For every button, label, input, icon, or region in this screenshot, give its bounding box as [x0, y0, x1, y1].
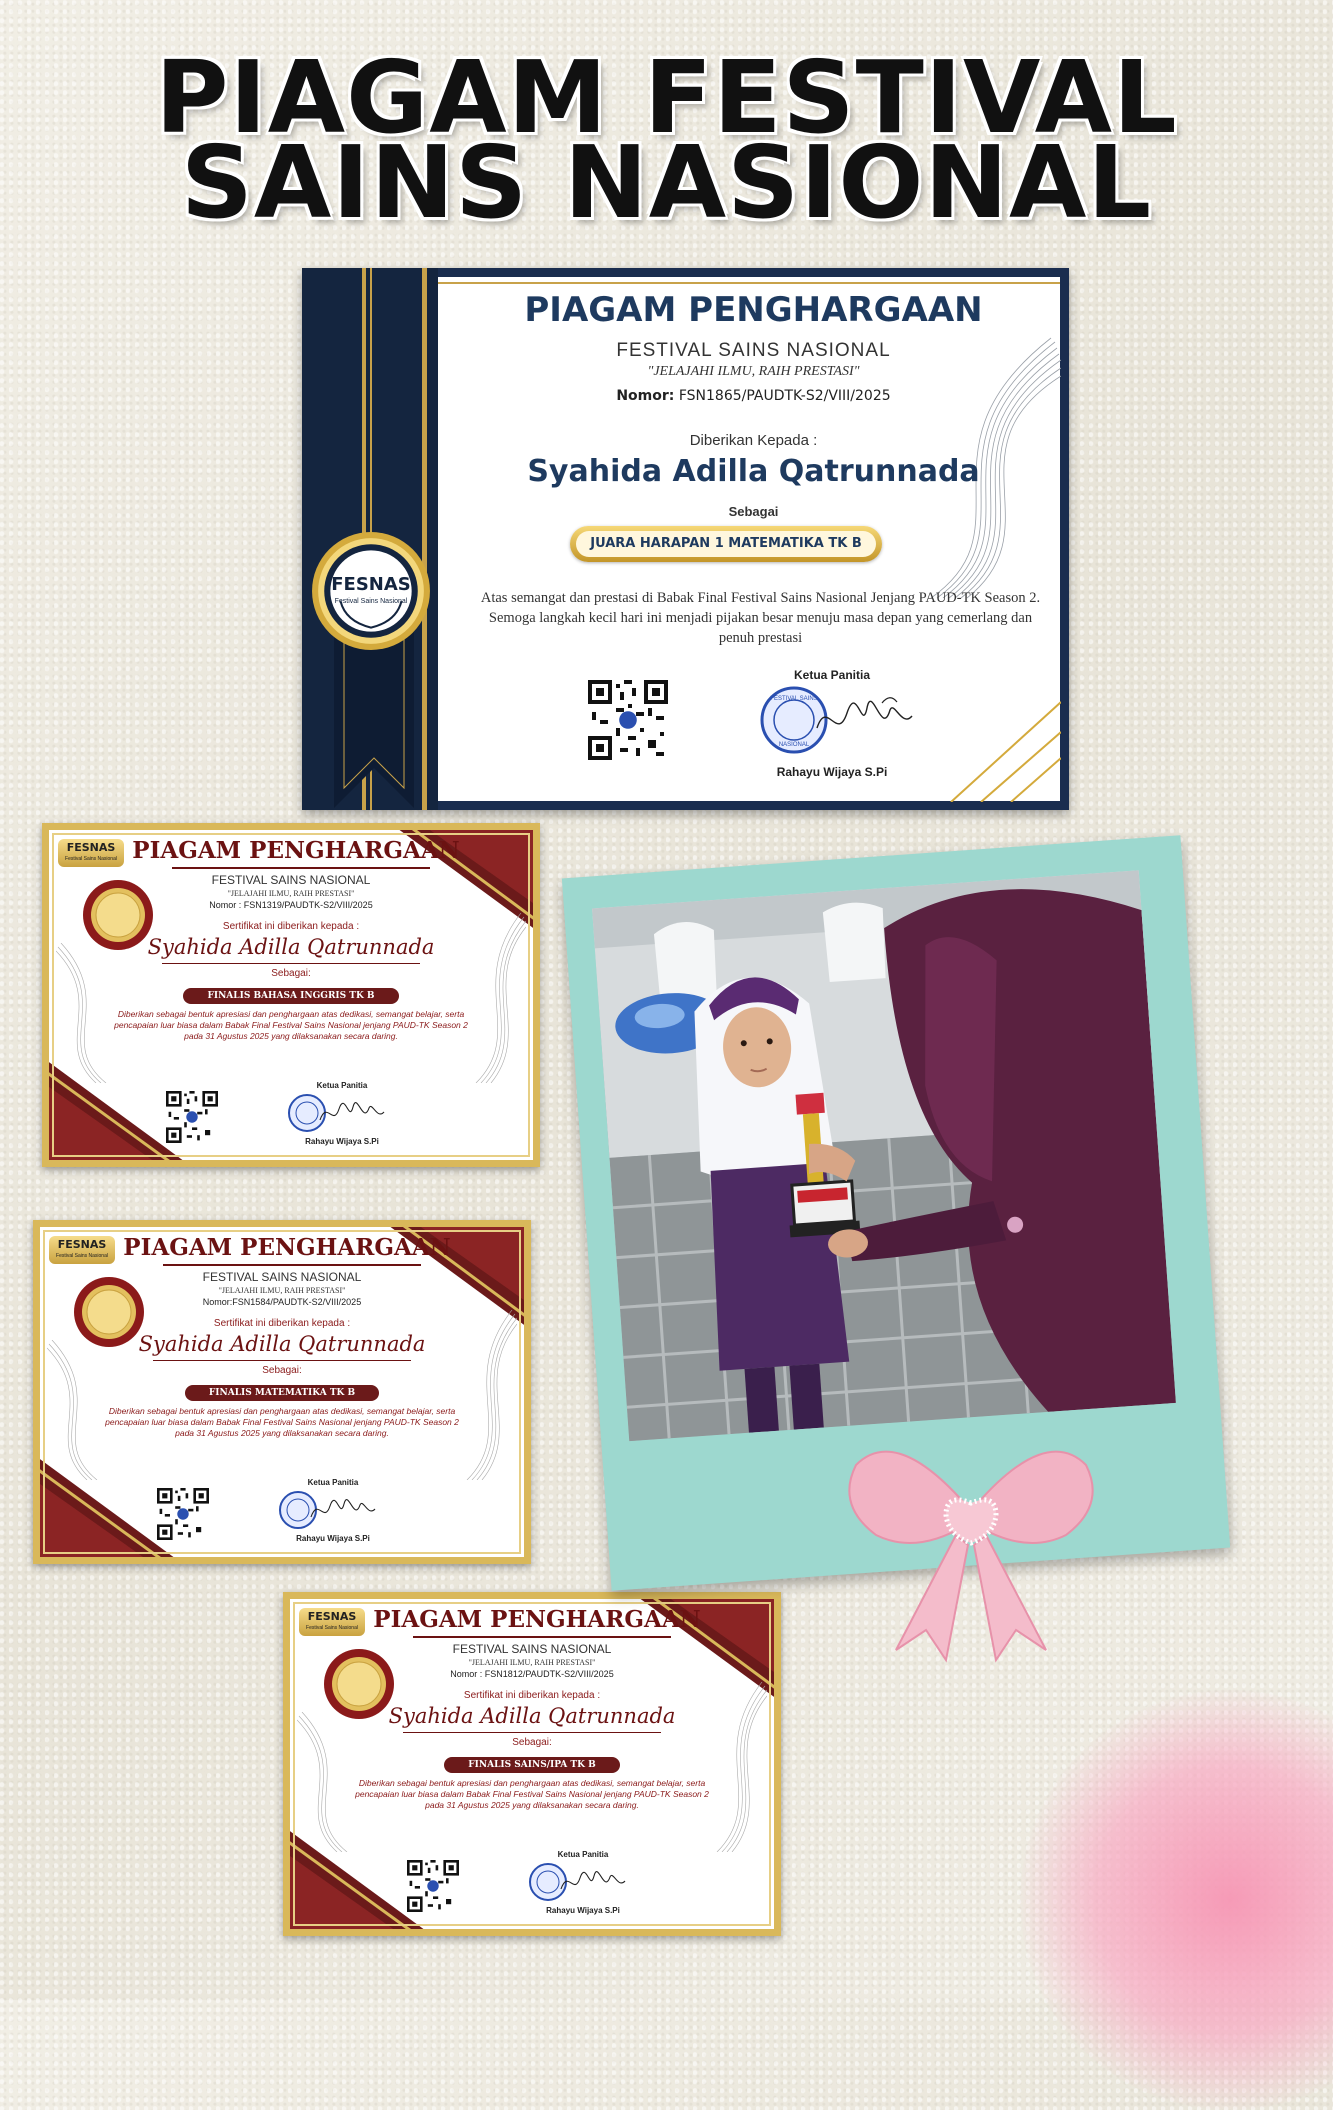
badge-logo-text: FESNAS [331, 574, 411, 595]
certificate-nomor: Nomor:FSN1584/PAUDTK-S2/VIII/2025 [202, 1297, 362, 1307]
signature [317, 1095, 387, 1131]
certificate-nomor: Nomor : FSN1812/PAUDTK-S2/VIII/2025 [450, 1669, 614, 1679]
certificate-description: Diberikan sebagai bentuk apresiasi dan penghargaan atas dedikasi, semangat belajar, serta pencapaian luar biasa dalam Babak Final Festival Sains Nasional jenjang PAUD-TK Season 2 pada 31 Agustus 2025 yang dilaksanakan secara daring. [105, 1406, 459, 1438]
logo-main-text: FESNAS [307, 1610, 357, 1623]
svg-text:FESTIVAL SAINS: FESTIVAL SAINS [770, 696, 818, 702]
ketua-label: Ketua Panitia [793, 668, 871, 682]
recipient-name: Syahida Adilla Qatrunnada [138, 1332, 426, 1356]
signer-name: Rahayu Wijaya S.Pi [296, 1534, 370, 1543]
ketua-label: Ketua Panitia [557, 1850, 609, 1859]
certificate-tagline: "JELAJAHI ILMU, RAIH PRESTASI" [227, 889, 355, 898]
certificate-tagline: "JELAJAHI ILMU, RAIH PRESTASI" [647, 364, 860, 379]
certificate-description: Atas semangat dan prestasi di Babak Final Festival Sains Nasional Jenjang PAUD-TK Season 2. Semoga langkah kecil hari ini menjadi pijakan besar menuju masa depan yang cemerlang dan penuh prestasi [480, 590, 1041, 646]
logo-sub-text: Festival Sains Nasional [306, 1625, 358, 1631]
pink-corner-decoration [1020, 1690, 1333, 2110]
recipient-name: Syahida Adilla Qatrunnada [388, 1704, 676, 1728]
logo-main-text: FESNAS [66, 841, 116, 854]
qr-code [166, 1091, 218, 1143]
title-underline [163, 1264, 421, 1266]
given-to-label: Sertifikat ini diberikan kepada : [463, 1690, 601, 1701]
award-photo [592, 870, 1176, 1441]
logo-sub-text: Festival Sains Nasional [65, 856, 117, 862]
ketua-label: Ketua Panitia [307, 1478, 359, 1487]
given-to-label: Sertifikat ini diberikan kepada : [222, 921, 360, 932]
given-to-label: Sertifikat ini diberikan kepada : [213, 1318, 351, 1329]
as-label: Sebagai: [512, 1737, 552, 1748]
photo-illustration [592, 870, 1176, 1441]
poster-title-line1: PIAGAM FESTIVAL [155, 39, 1178, 156]
small-certificate-1 [42, 823, 540, 1167]
certificate-event: FESTIVAL SAINS NASIONAL [202, 1270, 362, 1284]
award-banner [570, 526, 882, 562]
certificate-event: FESTIVAL SAINS NASIONAL [211, 873, 371, 887]
title-underline [413, 1636, 671, 1638]
certificate-title: PIAGAM PENGHARGAAN [373, 1606, 701, 1633]
svg-text:NASIONAL: NASIONAL [778, 742, 810, 748]
qr-code [157, 1488, 209, 1540]
signer-name: Rahayu Wijaya S.Pi [776, 765, 888, 779]
award-banner-wrap [102, 983, 480, 1004]
gold-rule [438, 282, 1060, 284]
main-certificate [302, 268, 1069, 810]
certificate-nomor: Nomor : FSN1319/PAUDTK-S2/VIII/2025 [209, 900, 373, 910]
nomor-value: FSN1865/PAUDTK-S2/VIII/2025 [678, 388, 891, 404]
small-certificate-2 [33, 1220, 531, 1564]
as-label: Sebagai [728, 504, 779, 519]
name-underline [403, 1732, 661, 1733]
signature [308, 1492, 378, 1528]
recipient-name: Syahida Adilla Qatrunnada [527, 454, 980, 489]
award-banner-wrap [343, 1752, 721, 1773]
logo-main-text: FESNAS [57, 1238, 107, 1251]
logo-sub-text: Festival Sains Nasional [56, 1253, 108, 1259]
pink-bow-decoration [836, 1425, 1106, 1665]
award-banner-inner: JUARA HARAPAN 1 MATEMATIKA TK B [576, 531, 876, 557]
award-banner: FINALIS MATEMATIKA TK B [185, 1385, 379, 1401]
given-to-label: Diberikan Kepada : [689, 432, 818, 449]
certificate-tagline: "JELAJAHI ILMU, RAIH PRESTASI" [468, 1658, 596, 1667]
certificate-description: Diberikan sebagai bentuk apresiasi dan penghargaan atas dedikasi, semangat belajar, serta pencapaian luar biasa dalam Babak Final Festival Sains Nasional jenjang PAUD-TK Season 2 pada 31 Agustus 2025 yang dilaksanakan secara daring. [114, 1009, 468, 1041]
signature [812, 688, 922, 748]
as-label: Sebagai: [262, 1365, 302, 1376]
name-underline [162, 963, 420, 964]
badge-logo-subtext: Festival Sains Nasional [334, 598, 408, 605]
qr-code [407, 1860, 459, 1912]
as-label: Sebagai: [271, 968, 311, 979]
certificate-nomor [438, 388, 1069, 404]
certificate-event: FESTIVAL SAINS NASIONAL [616, 340, 891, 361]
award-banner: FINALIS BAHASA INGGRIS TK B [183, 988, 398, 1004]
small-certificate-3 [283, 1592, 781, 1936]
certificate-title: PIAGAM PENGHARGAAN [524, 290, 983, 330]
title-underline [172, 867, 430, 869]
award-banner: FINALIS SAINS/IPA TK B [444, 1757, 619, 1773]
signature [558, 1864, 628, 1900]
award-banner-wrap [93, 1380, 471, 1401]
certificate-title: PIAGAM PENGHARGAAN [132, 837, 460, 864]
ketua-label: Ketua Panitia [316, 1081, 368, 1090]
qr-code [588, 680, 668, 760]
certificate-description: Diberikan sebagai bentuk apresiasi dan penghargaan atas dedikasi, semangat belajar, serta pencapaian luar biasa dalam Babak Final Festival Sains Nasional jenjang PAUD-TK Season 2 pada 31 Agustus 2025 yang dilaksanakan secara daring. [355, 1778, 709, 1810]
gold-corner-lines [941, 692, 1061, 802]
certificate-tagline: "JELAJAHI ILMU, RAIH PRESTASI" [218, 1286, 346, 1295]
signer-name: Rahayu Wijaya S.Pi [546, 1906, 620, 1915]
certificate-event: FESTIVAL SAINS NASIONAL [452, 1642, 612, 1656]
certificate-title: PIAGAM PENGHARGAAN [123, 1234, 451, 1261]
nomor-label: Nomor: [616, 388, 675, 404]
name-underline [153, 1360, 411, 1361]
signer-name: Rahayu Wijaya S.Pi [305, 1137, 379, 1146]
recipient-name: Syahida Adilla Qatrunnada [147, 935, 435, 959]
poster-title-line2: SAINS NASIONAL [180, 124, 1153, 241]
